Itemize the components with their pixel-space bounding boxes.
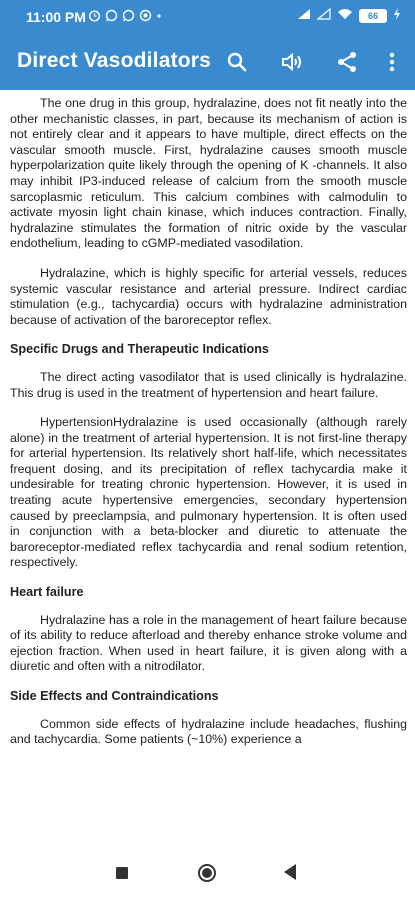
signal-icon [317,8,331,23]
speaker-icon[interactable] [278,48,306,76]
paragraph: The one drug in this group, hydralazine, does not fit neatly into the other mechanistic classes, in part, because its mechanism of action is not entirely clear and it appears to have multiple, direct effects on the vascular smooth muscle. First, hydralazine causes smooth muscle hyperpolarization quite likely through the opening of K -channels. It also may inhibit IP3-induced release of calcium from the smooth muscle sarcoplasmic reticulum. This calcium combines with calmodulin to activate myosin light chain kinase, which induces contraction. Finally, hydralazine stimulates the formation of nitric oxide by the vascular endothelium, leading to cGMP-mediated vasodilation. [10,96,407,251]
paragraph: Hydralazine, which is highly specific for arterial vessels, reduces systemic vascular resistance and arterial pressure. Indirect cardiac stimulation (e.g., tachycardia) occurs with hydralazine administration because of activation of the baroreceptor reflex. [10,265,407,327]
paragraph: Hydralazine has a role in the management of heart failure because of its ability to reduce afterload and thereby enhance stroke volume and ejection fraction. When used in heart failure, it is given along with a diuretic and often with a nitrodilator. [10,612,407,674]
status-time: 11:00 PM [26,9,86,25]
alarm-icon [88,9,101,25]
search-icon[interactable] [223,48,251,76]
paragraph: The direct acting vasodilator that is used clinically is hydralazine. This drug is used in the treatment of hypertension and heart failure. [10,369,407,400]
status-bar [0,0,415,34]
home-icon[interactable] [198,864,216,882]
back-icon[interactable] [284,864,296,880]
app-bar [0,34,415,90]
settings-icon [139,9,152,25]
section-heading: Heart failure [10,585,84,600]
whatsapp-icon [105,9,118,25]
more-icon[interactable] [378,48,406,76]
section-heading: Side Effects and Contraindications [10,689,219,703]
article-content[interactable] [10,96,407,852]
paragraph: Common side effects of hydralazine include headaches, flushing and tachycardia. Some patients (~10%) experience a [10,716,407,747]
battery-icon: 66 [359,9,387,23]
paragraph: HypertensionHydralazine is used occasionally (although rarely alone) in the treatment of arterial hypertension. It is not first-line therapy for arterial hypertension. Its relatively short half-life, which necessitates frequent dosing, and its precipitation of reflex tachycardia make it undesirable for treating chronic hypertension. However, it is used in treating acute hypertensive emergencies, secondary hypertension caused by preeclampsia, and pulmonary hypertension. It is often used in conjunction with a beta-blocker and diuretic to attenuate the baroreceptor-mediated reflex tachycardia and renal sodium retention, respectively. [10,415,407,570]
charging-icon [393,8,401,23]
wifi-icon [337,8,353,23]
share-icon[interactable] [333,48,361,76]
page-title: Direct Vasodilators [17,49,212,72]
dot-icon [156,9,162,25]
home-icon-inner [202,868,212,878]
recents-icon[interactable] [116,867,128,879]
status-right-icons [297,8,401,23]
status-left-icons [88,9,162,25]
signal-icon [297,8,311,23]
section-heading: Specific Drugs and Therapeutic Indications [10,342,269,357]
whatsapp-icon [122,9,135,25]
